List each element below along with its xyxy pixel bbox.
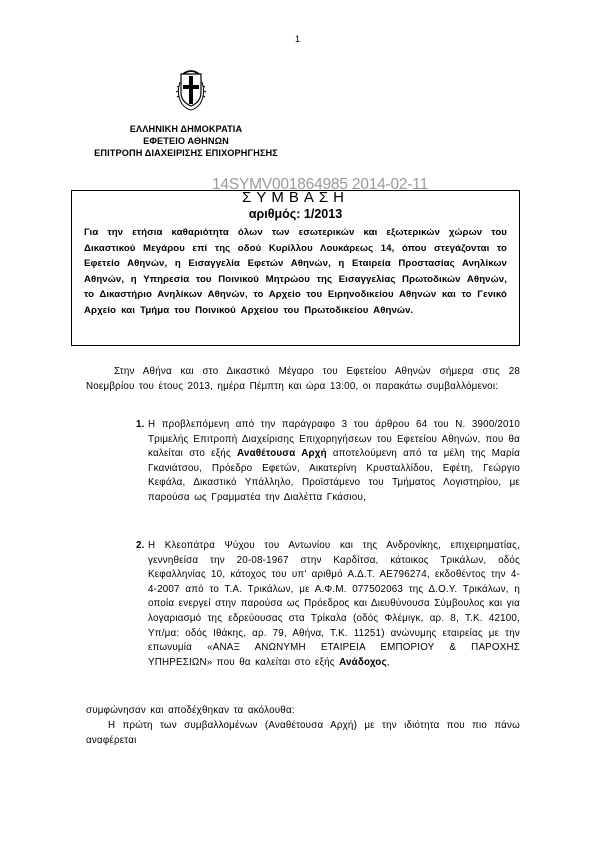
header-republic: ΕΛΛΗΝΙΚΗ ΔΗΜΟΚΡΑΤΙΑ xyxy=(129,124,243,134)
party-1-role: Αναθέτουσα Αρχή xyxy=(237,448,327,460)
intro-paragraph: Στην Αθήνα και στο Δικαστικό Μέγαρο του Εφετείου Αθηνών σήμερα στις 28 Νοεμβρίου του έτους 2013, ημέρα Πέμπτη και ώρα 13:00, οι παρακάτω συμβαλλόμενοι: xyxy=(86,366,520,392)
party-2-paragraph: Η Κλεοπάτρα Ψύχου του Αντωνίου και της Ανδρονίκης, επιχειρηματίας, γεννηθείσα την 20-08-1967 στην Καρδίτσα, κάτοικος Τρικάλων, οδός Κεφαλληνίας 10, κάτοχος του υπ' αριθμό Α.Δ.Τ. ΑΕ796274, εκδοθέντος την 4-4-2007 από το Τ.Α. Τρικάλων, με Α.Φ.Μ. 077502063 της Δ.Ο.Υ. Τρικάλων, η οποία ενεργεί στην παρούσα ως Πρόεδρος και Διευθύνουσα Σύμβουλος και για λογαριασμό της εδρεύουσας στα Τρίκαλα (οδός Φλέμιγκ, αρ. 8, Τ.Κ. 42100, Υπ/μα: οδός Ιθάκης, αρ. 79, Αθήνα, Τ.Κ. 11251) ανώνυμης εταιρείας με την επωνυμία «ΑΝΑΞ ΑΝΩΝΥΜΗ ΕΤΑΙΡΕΙΑ ΕΜΠΟΡΙΟΥ & ΠΑΡΟΧΗΣ ΥΠΗΡΕΣΙΩΝ» που θα καλείται στο εξής Ανάδοχος, xyxy=(148,540,520,668)
agreement-line: συμφώνησαν και αποδέχθηκαν τα ακόλουθα: xyxy=(86,705,295,716)
header-court: ΕΦΕΤΕΙΟ ΑΘΗΝΩΝ xyxy=(143,136,229,146)
page-number: 1 xyxy=(294,34,300,44)
party-1-number: 1. xyxy=(136,419,145,430)
closing-paragraph: Η πρώτη των συμβαλλομένων (Αναθέτουσα Αρχή) με την ιδιότητα που πιο πάνω αναφέρεται xyxy=(86,720,520,746)
contract-title: ΣΥΜΒΑΣΗ xyxy=(242,189,349,206)
party-2-role: Ανάδοχος xyxy=(339,656,387,668)
party-2-number: 2. xyxy=(136,540,145,551)
coat-of-arms-icon xyxy=(176,60,206,114)
party-1-paragraph: Η προβλεπόμενη από την παράγραφο 3 του άρθρου 64 του Ν. 3900/2010 Τριμελής Επιτροπή Διαχείρισης Επιχορηγήσεων του Εφετείου Αθηνών, που θα καλείται στο εξής Αναθέτουσα Αρχή αποτελούμενη από τα μέλη της Μαρία Γκανιάτσου, Πρόεδρο Εφετών, Αικατερίνη Κρυσταλλίδου, Εφέτη, Γεώργιο Κεφάλα, Δικαστικό Υπάλληλο, Προϊστάμενο του Τμήματος Λογιστηρίου, με παρούσα ως Γραμματέα την Διαλέττα Γκάσιου, xyxy=(148,419,521,503)
contract-number: αριθμός: 1/2013 xyxy=(248,207,343,221)
header-committee: ΕΠΙΤΡΟΠΗ ΔΙΑΧΕΙΡΙΣΗΣ ΕΠΙΧΟΡΗΓΗΣΗΣ xyxy=(94,148,278,158)
contract-subject: Για την ετήσια καθαριότητα όλων των εσωτερικών και εξωτερικών χώρων του Δικαστικού Μεγάρου επί της οδού Κυρίλλου Λουκάρεως 14, όπου στεγάζονται το Εφετείο Αθηνών, η Εισαγγελία Εφετών Αθηνών, η Εταιρεία Προστασίας Ανηλίκων Αθηνών, η Υπηρεσία του Ποινικού Μητρώου της Εισαγγελίας Πρωτοδικών Αθηνών, το Δικαστήριο Ανηλίκων Αθηνών, το Αρχείο του Ειρηνοδικείου Αθηνών και το Γενικό Αρχείο και Τμήμα του Ποινικού Αρχείου του Πρωτοδικείου Αθηνών. xyxy=(84,227,507,316)
registry-stamp: 14SYMV001864985 2014-02-11 xyxy=(212,176,428,193)
